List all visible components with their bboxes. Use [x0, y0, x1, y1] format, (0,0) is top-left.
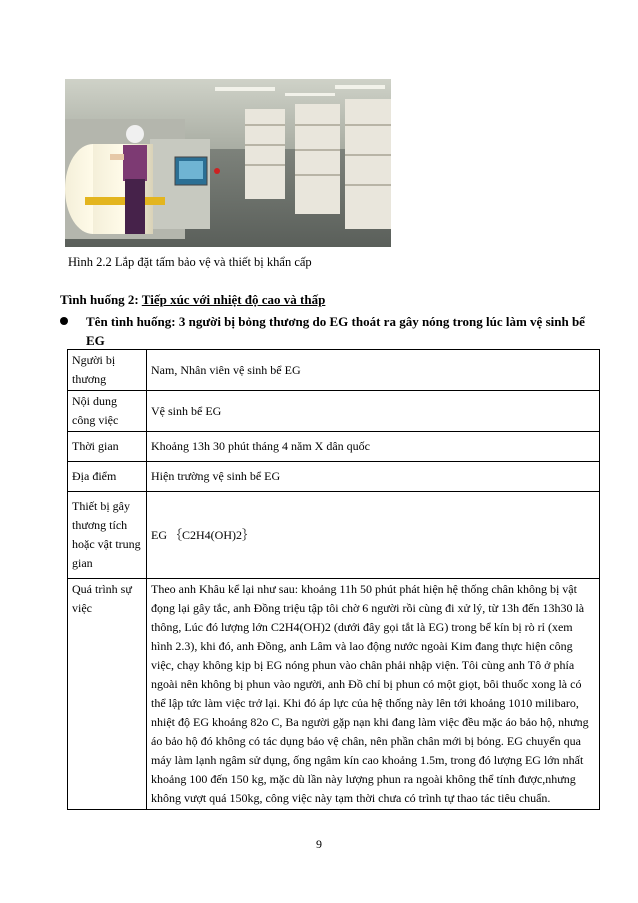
row-key: Thiết bị gây thương tích hoặc vật trung gian [68, 492, 147, 579]
row-value: Hiện trường vệ sinh bể EG [147, 462, 600, 492]
row-key: Quá trình sự việc [68, 579, 147, 810]
row-value: EG ｛C2H4(OH)2｝ [147, 492, 600, 579]
table-row [68, 579, 600, 810]
row-value: Theo anh Khâu kể lại như sau: khoảng 11h 50 phút phát hiện hệ thống chân không bị vật đọng lại gây tắc, anh Đồng triệu tập tôi chờ 6 người rồi cùng đi xử lý, từ 13h đến 13h30 là thông, Lúc đó lượng lớn C2H4(OH)2 (dưới đây gọi tắt là EG) trong bể kín bị rò rỉ (xem hình 2.3), khi đó, anh Đồng, anh Lâm và lao động nước ngoài Kim đang thực hiện công việc, chạy không kịp bị EG nóng phun vào chân phải nhập viện. Tôi cùng anh Tô ở phía ngoài nên không bị phun vào người, anh Đồ chỉ bị phun có một giọt, bôi thuốc xong là có thể lập tức làm việc trở lại. Khi đó áp lực của hệ thống này lên tới khoảng 1010 milibaro, nhiệt độ EG khoảng 82o C, Ba người gặp nạn khi đang làm việc đều mặc áo bảo hộ, nhưng áo bảo hộ đó không có tác dụng bảo vệ chân, nên phần chân mới bị bỏng. EG chuyển qua máy làm lạnh ngâm sử dụng, ống ngâm kín cao khoảng 1.5m, trong đó lượng EG lớn nhất khoảng 100 đến 150 kg, mặc dù lần này lượng phun ra ngoài không thể tính được,nhưng không vượt quá 150kg, công việc này tạm thời chưa có trình tự thao tác tiêu chuẩn. [147, 579, 600, 810]
row-key: Người bị thương [68, 350, 147, 391]
table-row [68, 391, 600, 432]
table-row [68, 350, 600, 391]
heading-prefix: Tình huống 2: [60, 292, 142, 307]
bullet-text: Tên tình huống: 3 người bị bỏng thương do EG thoát ra gây nóng trong lúc làm vệ sinh bể EG [86, 314, 585, 348]
situation-name-bullet [60, 312, 600, 350]
factory-photo-illustration [65, 79, 391, 247]
situation-heading [60, 292, 325, 308]
heading-title: Tiếp xúc với nhiệt độ cao và thấp [141, 292, 326, 307]
page-number: 9 [316, 837, 322, 851]
factory-photo [65, 79, 391, 247]
table-row [68, 432, 600, 462]
table-row [68, 492, 600, 579]
row-key: Thời gian [68, 432, 147, 462]
incident-table [67, 349, 600, 810]
figure-caption: Hình 2.2 Lắp đặt tấm bảo vệ và thiết bị khẩn cấp [68, 255, 312, 269]
row-value: Nam, Nhân viên vệ sinh bể EG [147, 350, 600, 391]
table-row [68, 462, 600, 492]
row-value: Khoảng 13h 30 phút tháng 4 năm X dân quốc [147, 432, 600, 462]
row-key: Địa điểm [68, 462, 147, 492]
row-key: Nội dung công việc [68, 391, 147, 432]
bullet-icon [60, 317, 68, 325]
row-value: Vệ sinh bể EG [147, 391, 600, 432]
